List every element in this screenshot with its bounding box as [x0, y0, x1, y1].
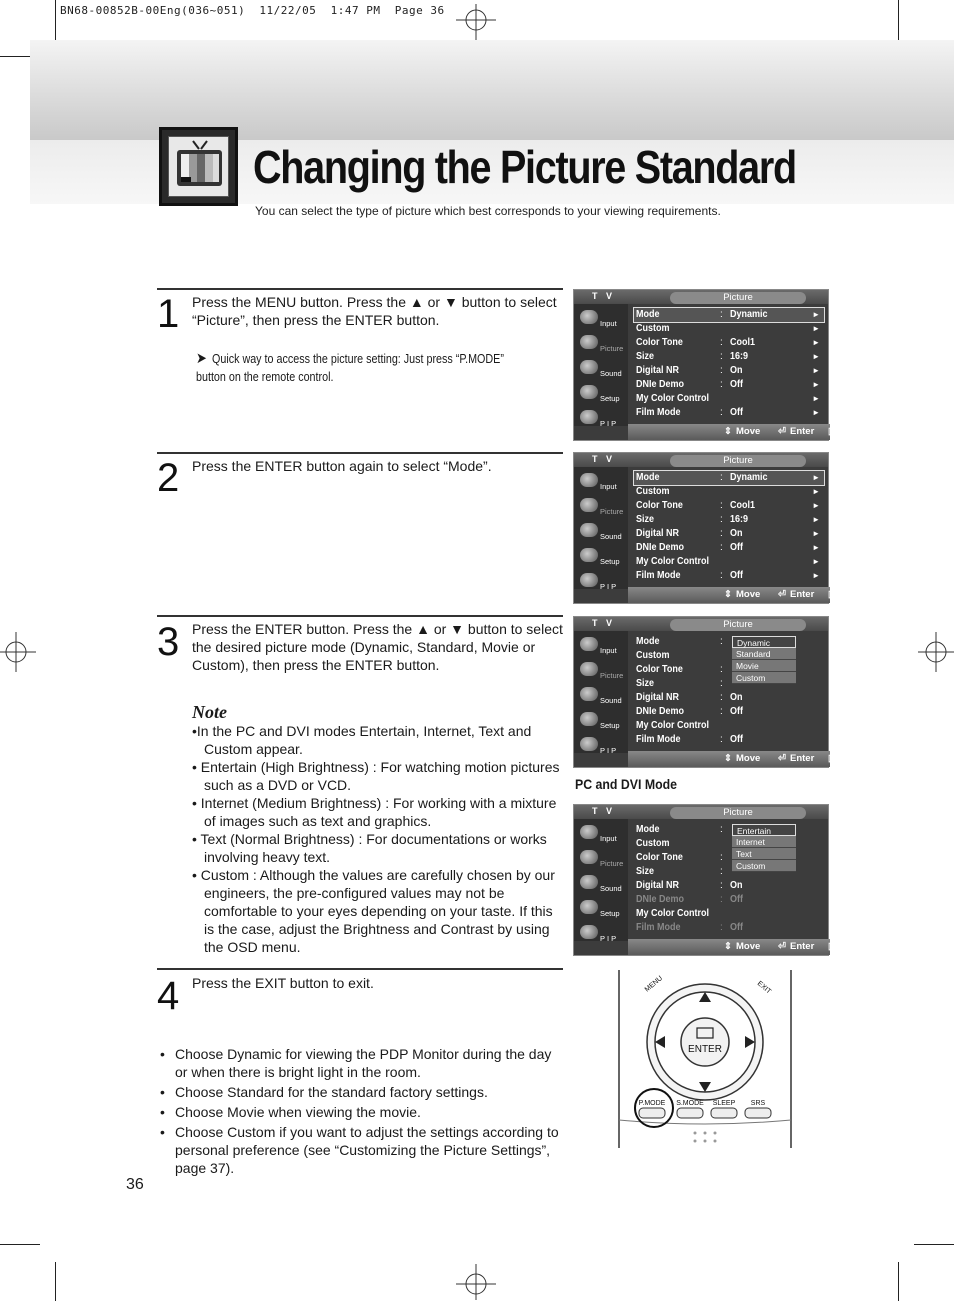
osd-top-bar — [574, 453, 828, 467]
step-number: 2 — [157, 456, 180, 500]
registration-mark-icon — [456, 1264, 496, 1304]
osd-menu-icon — [580, 850, 598, 864]
osd-top-bar — [574, 805, 828, 819]
osd-sidebar-item[interactable]: Setup — [578, 898, 626, 920]
enter-label: ENTER — [688, 1044, 722, 1055]
smode-label: S.MODE — [676, 1100, 704, 1107]
osd-sidebar — [574, 819, 628, 941]
osd-dropdown-option[interactable]: Custom — [732, 672, 796, 684]
osd-menu-row[interactable]: Custom ► — [636, 323, 820, 334]
step-text: Press the ENTER button. Press the ▲ or ▼ button to select the desired picture mode (Dynamic, Standard, Movie or Custom), then press the ENTER button. — [192, 621, 563, 673]
osd-dropdown-option[interactable]: Dynamic — [732, 636, 796, 648]
summary-bullets — [160, 1045, 564, 1179]
step-number: 1 — [157, 292, 180, 336]
osd-menu-row[interactable]: Color Tone : Cool1 ► — [636, 337, 820, 348]
osd-top-bar — [574, 290, 828, 304]
osd-sidebar-item[interactable]: Picture — [578, 333, 626, 355]
osd-sidebar — [574, 467, 628, 589]
enter-icon: ⏎ — [778, 589, 786, 600]
osd-return-label: Return — [841, 753, 872, 764]
step-number: 3 — [157, 620, 180, 664]
osd-sidebar-item[interactable]: P I P — [578, 408, 626, 430]
page-subtitle: You can select the type of picture which best corresponds to your viewing requirements. — [255, 204, 721, 218]
osd-dropdown-option[interactable]: Internet — [732, 836, 796, 848]
osd-tv-label: T V — [592, 291, 616, 301]
right-arrow-icon: ► — [812, 352, 820, 361]
osd-tab-title: Picture — [670, 455, 806, 467]
osd-menu-icon — [580, 498, 598, 512]
osd-menu-icon — [580, 548, 598, 562]
remote-control — [617, 970, 793, 1148]
osd-menu-icon — [580, 573, 598, 587]
right-arrow-icon: ► — [812, 380, 820, 389]
osd-menu-icon — [580, 410, 598, 424]
bullet-item: • Choose Dynamic for viewing the PDP Monitor during the day or when there is bright light in the room. — [160, 1045, 564, 1081]
enter-icon: ⏎ — [778, 753, 786, 764]
osd-sidebar-item[interactable]: Setup — [578, 383, 626, 405]
osd-menu-row[interactable]: Film Mode : Off — [636, 734, 744, 745]
osd-menu-row[interactable]: DNIe Demo : Off ► — [636, 379, 820, 390]
right-arrow-icon: ► — [812, 310, 820, 319]
move-icon: ⇕ — [724, 941, 732, 952]
step-number: 4 — [157, 974, 180, 1018]
registration-mark-icon — [456, 0, 496, 40]
osd-menu-row[interactable]: Size : 16:9 ► — [636, 514, 820, 525]
osd-menu-icon — [580, 875, 598, 889]
osd-return-label: Return — [841, 426, 872, 437]
osd-dropdown-option[interactable]: Custom — [732, 860, 796, 872]
osd-bottom-bar — [628, 939, 872, 955]
osd-menu-icon — [580, 925, 598, 939]
osd-dropdown-option[interactable]: Text — [732, 848, 796, 860]
osd-menu-row[interactable]: Digital NR : On — [636, 692, 743, 703]
enter-icon: ⏎ — [778, 426, 786, 437]
note-title: Note — [192, 702, 227, 722]
tip-text: ➤ Quick way to access the picture setting: Just press “P.MODE” button on the remote control. — [196, 350, 504, 384]
osd-menu-icon — [580, 385, 598, 399]
crop-mark — [55, 0, 56, 40]
step-divider — [157, 452, 563, 454]
bullet-item: • Choose Movie when viewing the movie. — [160, 1103, 564, 1121]
osd-return-label: Return — [841, 941, 872, 952]
osd-menu-row[interactable]: Size : 16:9 ► — [636, 351, 820, 362]
note-item: • Entertain (High Brightness) : For watching motion pictures such as a DVD or VCD. — [192, 759, 560, 793]
osd-dropdown-option[interactable]: Movie — [732, 660, 796, 672]
crop-mark — [0, 1244, 40, 1245]
osd-enter-label: Enter — [790, 589, 815, 600]
osd-menu-row[interactable]: My Color Control — [636, 720, 709, 731]
crop-mark — [898, 0, 899, 40]
osd-menu-row[interactable]: Color Tone : Cool1 ► — [636, 500, 820, 511]
exit-label: EXIT — [755, 980, 773, 996]
crop-mark — [55, 1262, 56, 1301]
header-banner — [30, 40, 954, 140]
osd-dropdown-option[interactable]: Entertain — [732, 824, 796, 836]
osd-menu-row[interactable]: My Color Control — [636, 908, 709, 919]
osd-menu-list — [634, 308, 824, 420]
right-arrow-icon: ► — [812, 571, 820, 580]
osd-bottom-bar — [628, 424, 872, 440]
osd-sidebar-item[interactable]: P I P — [578, 735, 626, 757]
osd-screen-picture-menu — [573, 289, 872, 441]
page-number: 36 — [126, 1176, 144, 1193]
osd-menu-icon — [580, 310, 598, 324]
osd-menu-row[interactable]: Mode : — [636, 824, 723, 835]
registration-mark-icon — [914, 632, 954, 672]
osd-dropdown — [732, 824, 796, 872]
note-item: • Internet (Medium Brightness) : For working with a mixture of images such as text and graphics. — [192, 795, 557, 829]
osd-menu-row[interactable]: Color Tone : — [636, 664, 723, 675]
osd-tab-title: Picture — [670, 807, 806, 819]
osd-tv-label: T V — [592, 454, 616, 464]
osd-move-label: Move — [736, 426, 761, 437]
osd-menu-row[interactable]: Custom ► — [636, 486, 820, 497]
osd-tab-title: Picture — [670, 292, 806, 304]
note-item: • Text (Normal Brightness) : For documentations or works involving heavy text. — [192, 831, 547, 865]
osd-sidebar-item[interactable]: Input — [578, 635, 626, 657]
osd-sidebar-item[interactable]: Setup — [578, 546, 626, 568]
osd-sidebar — [574, 631, 628, 753]
osd-enter-label: Enter — [790, 753, 815, 764]
osd-tv-label: T V — [592, 806, 616, 816]
osd-sidebar-item[interactable]: P I P — [578, 923, 626, 945]
step-divider — [157, 968, 563, 970]
osd-menu-row[interactable]: Digital NR : On — [636, 880, 743, 891]
osd-menu-icon — [580, 662, 598, 676]
return-icon: ▥ — [828, 941, 837, 952]
right-arrow-icon: ► — [812, 324, 820, 333]
osd-sidebar-item[interactable]: Input — [578, 471, 626, 493]
osd-menu-row[interactable]: Color Tone : — [636, 852, 723, 863]
step-divider — [157, 615, 563, 617]
osd-screen-pc-dvi — [573, 804, 872, 956]
osd-sidebar-item[interactable]: Sound — [578, 685, 626, 707]
right-arrow-icon: ► — [812, 338, 820, 347]
right-arrow-icon: ► — [812, 557, 820, 566]
right-arrow-icon: ► — [812, 487, 820, 496]
osd-sidebar-item[interactable]: Setup — [578, 710, 626, 732]
osd-sidebar — [574, 304, 628, 426]
osd-sidebar-item[interactable]: Input — [578, 308, 626, 330]
osd-screen-mode-dropdown — [573, 616, 872, 768]
right-arrow-icon: ► — [812, 408, 820, 417]
osd-menu-row[interactable]: DNIe Demo : Off — [636, 706, 744, 717]
osd-menu-icon — [580, 473, 598, 487]
osd-menu-icon — [580, 687, 598, 701]
osd-menu-row[interactable]: Mode : — [636, 636, 723, 647]
step-text: Press the EXIT button to exit. — [192, 975, 374, 991]
osd-menu-icon — [580, 900, 598, 914]
osd-screen-mode-selected — [573, 452, 872, 604]
osd-menu-row[interactable]: Digital NR : On ► — [636, 365, 820, 376]
osd-bottom-bar — [628, 587, 872, 603]
osd-move-label: Move — [736, 753, 761, 764]
osd-sidebar-item[interactable]: Sound — [578, 873, 626, 895]
crop-mark — [898, 1262, 899, 1301]
osd-menu-row[interactable]: Size : — [636, 866, 723, 877]
osd-menu-row[interactable]: My Color Control ► — [636, 393, 820, 404]
right-arrow-icon: ► — [812, 366, 820, 375]
right-arrow-icon: ► — [812, 529, 820, 538]
osd-menu-row[interactable]: Film Mode : Off ► — [636, 570, 820, 581]
osd-enter-label: Enter — [790, 941, 815, 952]
bullet-item: • Choose Custom if you want to adjust the settings according to personal preference (see “Customizing the Picture Settings”, page 37). — [160, 1123, 564, 1177]
osd-menu-row[interactable]: Custom — [636, 650, 670, 661]
crop-mark — [914, 1244, 954, 1245]
osd-return-label: Return — [841, 589, 872, 600]
osd-menu-row[interactable]: Film Mode : Off ► — [636, 407, 820, 418]
osd-menu-icon — [580, 523, 598, 537]
move-icon: ⇕ — [724, 753, 732, 764]
menu-label: MENU — [643, 974, 665, 994]
page-title: Changing the Picture Standard — [253, 141, 796, 193]
return-icon: ▥ — [828, 426, 837, 437]
right-arrow-icon: ► — [812, 515, 820, 524]
right-arrow-icon: ► — [812, 394, 820, 403]
note-list — [192, 722, 564, 956]
move-icon: ⇕ — [724, 426, 732, 437]
pmode-label: P.MODE — [638, 1100, 666, 1107]
osd-menu-row[interactable]: Film Mode : Off — [636, 922, 744, 933]
tv-picture-icon — [159, 127, 238, 206]
return-icon: ▥ — [828, 753, 837, 764]
osd-move-label: Move — [736, 589, 761, 600]
osd-tab-title: Picture — [670, 619, 806, 631]
step-text: Press the ENTER button again to select “Mode”. — [192, 458, 492, 474]
osd-menu-icon — [580, 637, 598, 651]
enter-icon: ⏎ — [778, 941, 786, 952]
osd-bottom-bar — [628, 751, 872, 767]
osd-menu-icon — [580, 712, 598, 726]
return-icon: ▥ — [828, 589, 837, 600]
osd-dropdown — [732, 636, 796, 684]
osd-menu-row[interactable]: DNIe Demo : Off — [636, 894, 744, 905]
step-text: Press the MENU button. Press the ▲ or ▼ button to select “Picture”, then press the ENTER button. — [192, 294, 557, 328]
osd-menu-row[interactable]: Mode : Dynamic ► — [634, 308, 824, 322]
right-arrow-icon: ► — [812, 501, 820, 510]
osd-enter-label: Enter — [790, 426, 815, 437]
osd-menu-row[interactable]: Mode : Dynamic ► — [634, 471, 824, 485]
osd-menu-row[interactable]: My Color Control ► — [636, 556, 820, 567]
osd-menu-list — [634, 471, 824, 583]
sleep-label: SLEEP — [712, 1100, 736, 1107]
step-divider — [157, 288, 563, 290]
osd-menu-icon — [580, 335, 598, 349]
osd-move-label: Move — [736, 941, 761, 952]
osd-sidebar-item[interactable]: Picture — [578, 848, 626, 870]
osd-sidebar-item[interactable]: P I P — [578, 571, 626, 593]
osd-tv-label: T V — [592, 618, 616, 628]
osd-menu-row[interactable]: Digital NR : On ► — [636, 528, 820, 539]
registration-mark-icon — [0, 632, 40, 672]
osd-menu-icon — [580, 360, 598, 374]
osd-sidebar-item[interactable]: Sound — [578, 358, 626, 380]
osd-menu-row[interactable]: Custom — [636, 838, 670, 849]
note-item: • Custom : Although the values are carefully chosen by our engineers, the pre-configured values may not be comfortable to your eyes depending on your taste. If this is the case, adjust the Brightness and Contrast by using the OSD menu. — [192, 867, 555, 955]
osd-menu-icon — [580, 825, 598, 839]
osd-sidebar-item[interactable]: Sound — [578, 521, 626, 543]
print-slug: BN68-00852B-00Eng(036~051) 11/22/05 1:47 PM Page 36 — [60, 4, 445, 17]
move-icon: ⇕ — [724, 589, 732, 600]
osd-sidebar-item[interactable]: Picture — [578, 660, 626, 682]
osd-top-bar — [574, 617, 828, 631]
right-arrow-icon: ► — [812, 543, 820, 552]
osd-menu-icon — [580, 737, 598, 751]
srs-label: SRS — [750, 1100, 766, 1107]
arrow-icon: ➤ — [196, 350, 207, 367]
bullet-item: • Choose Standard for the standard factory settings. — [160, 1083, 564, 1101]
osd-sidebar-item[interactable]: Picture — [578, 496, 626, 518]
right-arrow-icon: ► — [812, 473, 820, 482]
note-item: •In the PC and DVI modes Entertain, Internet, Text and Custom appear. — [192, 723, 532, 757]
pc-dvi-mode-label: PC and DVI Mode — [575, 776, 677, 792]
osd-menu-row[interactable]: DNIe Demo : Off ► — [636, 542, 820, 553]
osd-sidebar-item[interactable]: Input — [578, 823, 626, 845]
osd-dropdown-option[interactable]: Standard — [732, 648, 796, 660]
osd-menu-row[interactable]: Size : — [636, 678, 723, 689]
